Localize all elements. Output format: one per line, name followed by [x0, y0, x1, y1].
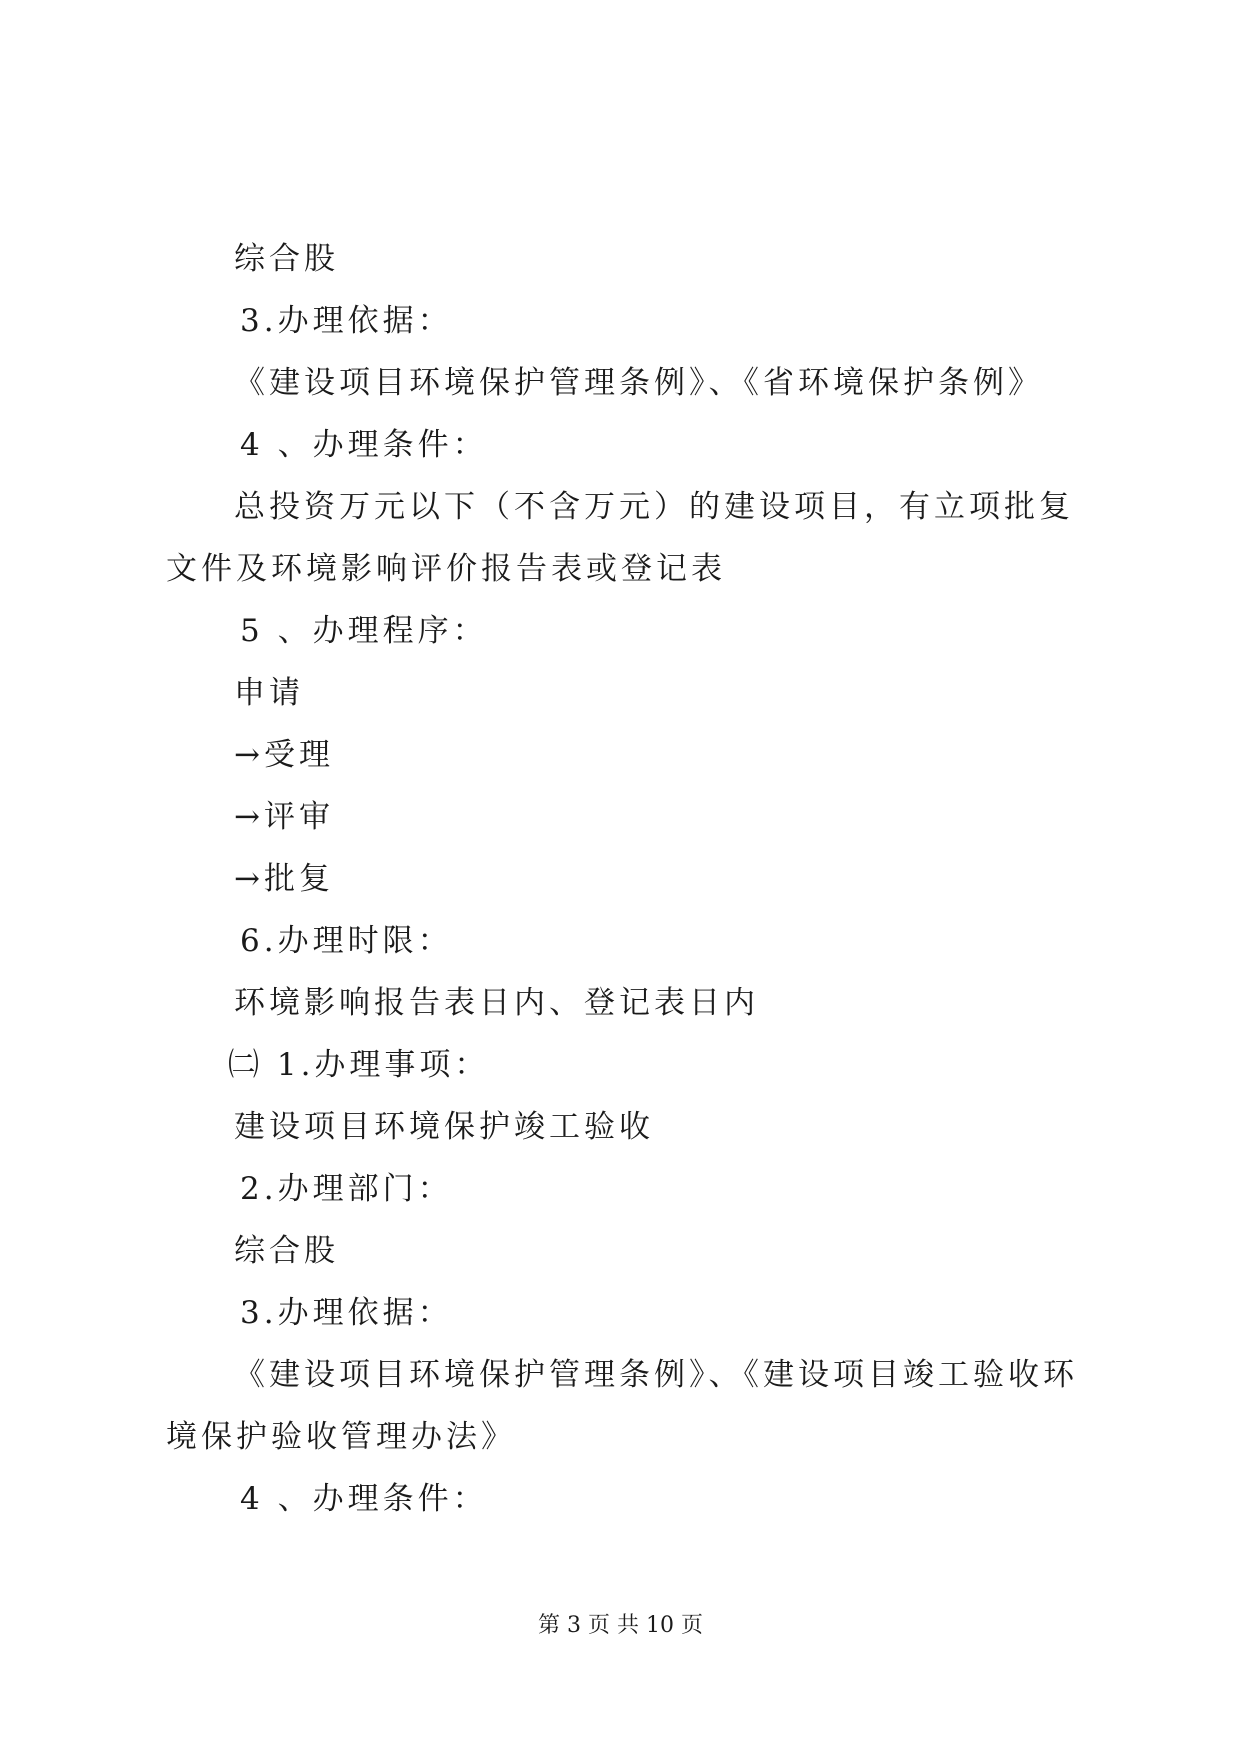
- section-heading: ㈡ 1.办理事项：: [228, 1047, 490, 1083]
- section-heading: 3.办理依据：: [240, 1295, 453, 1331]
- text-line: →批复: [234, 861, 334, 897]
- text-line: →评审: [234, 799, 334, 835]
- section-heading: 4 、办理条件：: [240, 427, 488, 463]
- section-heading: 5 、办理程序：: [240, 613, 488, 649]
- document-body: [166, 228, 1086, 1530]
- text-line: 综合股: [234, 1233, 339, 1269]
- section-heading: 3.办理依据：: [240, 303, 453, 339]
- text-line: 申请: [234, 675, 304, 711]
- text-line: 《建设项目环境保护管理条例》、《省环境保护条例》: [234, 365, 1043, 401]
- text-line: →受理: [234, 737, 334, 773]
- page-footer: 第 3 页 共 10 页: [538, 1613, 703, 1638]
- section-heading: 2.办理部门：: [240, 1171, 453, 1207]
- paragraph: 《建设项目环境保护管理条例》、《建设项目竣工验收环境保护验收管理办法》: [166, 1357, 1078, 1455]
- paragraph: 总投资万元以下（不含万元）的建设项目，有立项批复文件及环境影响评价报告表或登记表: [166, 489, 1074, 587]
- text-line: 环境影响报告表日内、登记表日内: [234, 985, 759, 1021]
- text-line: 建设项目环境保护竣工验收: [234, 1109, 654, 1145]
- section-heading: 6.办理时限：: [240, 923, 453, 959]
- text-line: 综合股: [234, 241, 339, 277]
- section-heading: 4 、办理条件：: [240, 1481, 488, 1517]
